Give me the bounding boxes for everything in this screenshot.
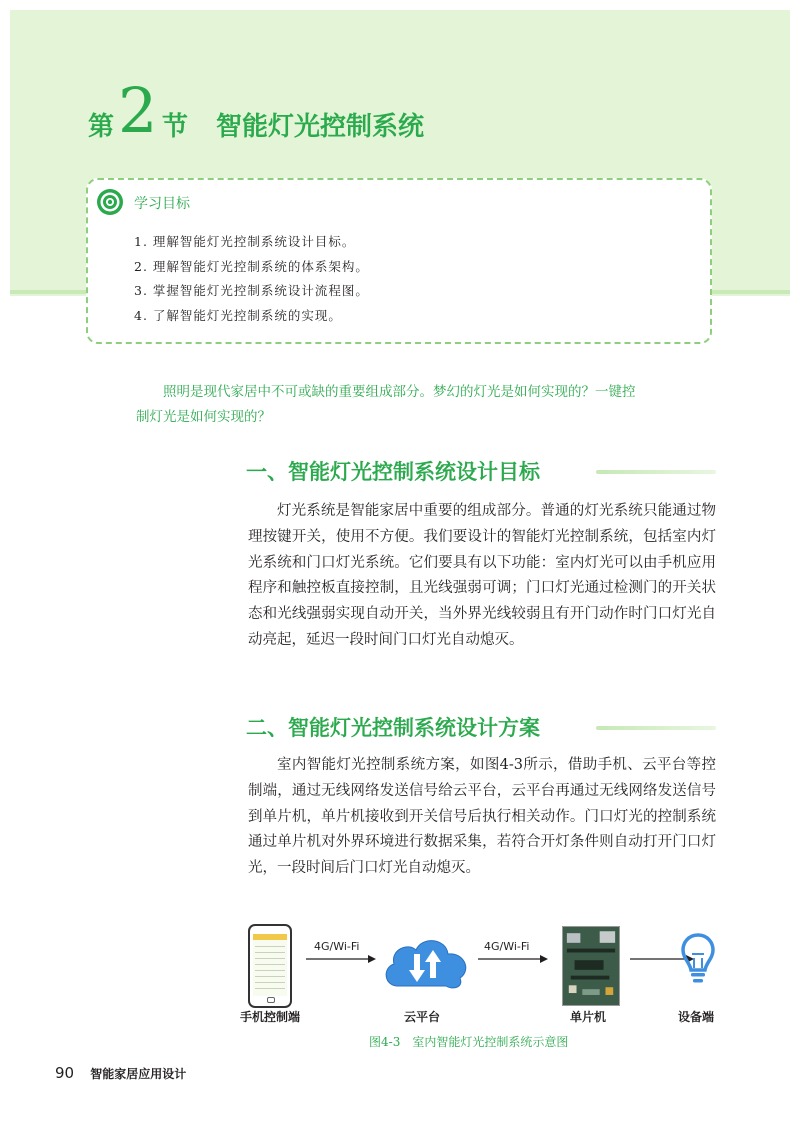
page-footer <box>55 1064 186 1082</box>
goal-item: 2. 理解智能灯光控制系统的体系架构。 <box>134 258 369 274</box>
arrow-icon <box>306 952 376 966</box>
node-label-phone: 手机控制端 <box>240 1010 301 1024</box>
intro-line-2: 制灯光是如何实现的？ <box>136 409 271 425</box>
figure-diagram <box>240 922 720 1032</box>
goal-item: 4. 了解智能灯光控制系统的实现。 <box>134 307 342 323</box>
goal-item: 3. 掌握智能灯光控制系统设计流程图。 <box>134 283 369 298</box>
microcontroller-board-icon <box>562 926 620 1006</box>
section-body-1 <box>248 499 716 654</box>
section-prefix: 第 <box>88 112 115 142</box>
heading-decor-bar <box>596 726 716 730</box>
edge-label-2: 4G/Wi-Fi <box>484 940 530 953</box>
node-label-cloud: 云平台 <box>404 1010 441 1024</box>
node-label-device: 设备端 <box>678 1010 715 1024</box>
book-title: 智能家居应用设计 <box>90 1067 187 1081</box>
arrow-icon <box>478 952 548 966</box>
section-heading-1: 一、智能灯光控制系统设计目标 <box>246 460 540 484</box>
body-paragraph: 室内智能灯光控制系统方案，如图4-3所示，借助手机、云平台等控制端，通过无线网络发送信号给云平台，云平台再通过无线网络发送信号到单片机，单片机接收到开关信号后执行相关动作。门口灯光的控制系统通过单片机对外界环境进行数据采集，若符合开灯条件则自动打开门口灯光，一段时间后门口灯光自动熄灭。 <box>248 757 716 877</box>
section-name: 智能灯光控制系统 <box>216 112 425 142</box>
cloud-icon <box>380 930 472 994</box>
body-paragraph: 灯光系统是智能家居中重要的组成部分。普通的灯光系统只能通过物理按键开关，使用不方便。我们要设计的智能灯光控制系统，包括室内灯光系统和门口灯光系统。它们要具有以下功能：室内灯光可以由手机应用程序和触控板直接控制，且光线强弱可调；门口灯光通过检测门的开关状态和光线强弱实现自动开关，当外界光线较弱且有开门动作时门口灯光自动亮起，延迟一段时间门口灯光自动熄灭。 <box>248 503 716 648</box>
section-body-2 <box>248 753 716 882</box>
lightbulb-icon <box>680 932 716 986</box>
edge-label-1: 4G/Wi-Fi <box>314 940 360 953</box>
intro-text <box>136 380 676 430</box>
section-suffix: 节 <box>162 112 189 142</box>
section-number: 2 <box>118 74 158 147</box>
learning-goals-list <box>134 232 369 330</box>
goal-item: 1. 理解智能灯光控制系统设计目标。 <box>134 234 356 249</box>
page-number: 90 <box>55 1064 75 1082</box>
figure-caption: 图4-3 室内智能灯光控制系统示意图 <box>369 1035 569 1049</box>
intro-line-1: 照明是现代家居中不可或缺的重要组成部分。梦幻的灯光是如何实现的？一键控 <box>163 384 636 400</box>
section-heading-2: 二、智能灯光控制系统设计方案 <box>246 716 540 740</box>
learning-goals-box <box>86 178 712 344</box>
node-label-mcu: 单片机 <box>570 1010 607 1024</box>
smartphone-icon <box>248 924 292 1008</box>
target-icon <box>96 188 124 216</box>
heading-decor-bar <box>596 470 716 474</box>
learning-goals-label: 学习目标 <box>134 196 190 212</box>
